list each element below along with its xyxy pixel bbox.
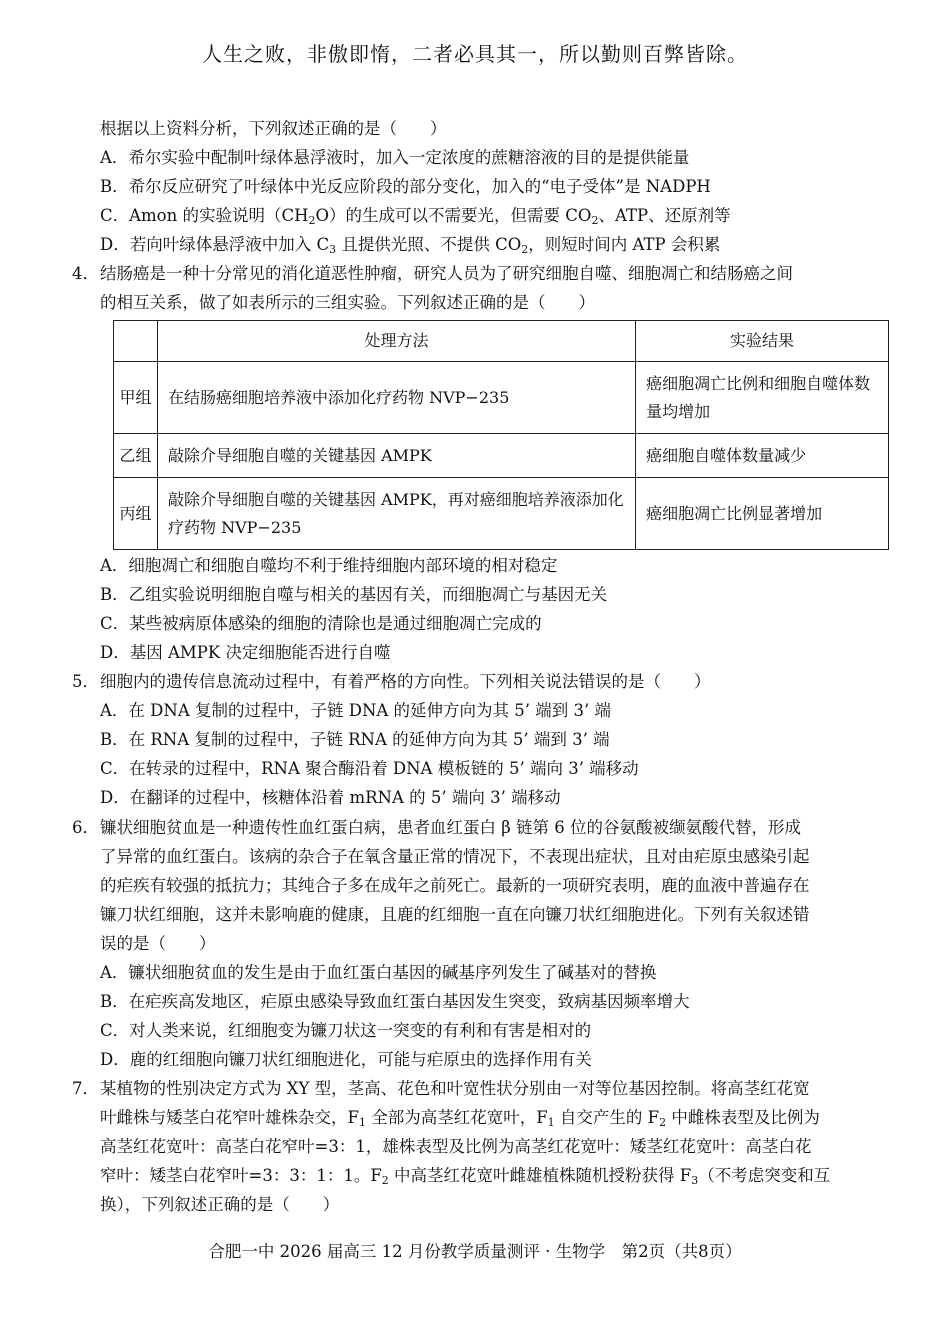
table-cell-result: 癌细胞自噬体数量减少 xyxy=(636,434,889,478)
table-header-result: 实验结果 xyxy=(636,321,889,362)
table-cell-group: 甲组 xyxy=(114,362,158,434)
table-cell-group: 乙组 xyxy=(114,434,158,478)
q5-option-a: A．在 DNA 复制的过程中，子链 DNA 的延伸方向为其 5’ 端到 3’ 端 xyxy=(100,701,612,720)
table-header-row xyxy=(114,321,889,362)
q5-number: 5． xyxy=(72,672,99,691)
table-cell-result: 癌细胞凋亡比例显著增加 xyxy=(636,478,889,550)
q5-option-d: D．在翻译的过程中，核糖体沿着 mRNA 的 5’ 端向 3’ 端移动 xyxy=(100,788,561,807)
table-row xyxy=(114,434,889,478)
page-footer: 合肥一中 2026 届高三 12 月份教学质量测评 · 生物学 第2页（共8页） xyxy=(208,1242,742,1261)
q5-stem: 细胞内的遗传信息流动过程中，有着严格的方向性。下列相关说法错误的是（ ） xyxy=(100,672,711,691)
experiment-table xyxy=(113,320,889,550)
q6-option-c: C．对人类来说，红细胞变为镰刀状这一突变的有利和有害是相对的 xyxy=(100,1021,592,1040)
q6-stem-line1: 镰状细胞贫血是一种遗传性血红蛋白病，患者血红蛋白 β 链第 6 位的谷氨酸被缬氨酸代替，形成 xyxy=(100,818,802,837)
q7-number: 7． xyxy=(72,1079,99,1098)
table-row xyxy=(114,478,889,550)
q7-stem-line1: 某植物的性别决定方式为 XY 型，茎高、花色和叶宽性状分别由一对等位基因控制。将高茎红花宽 xyxy=(100,1079,810,1098)
table-cell-method: 敲除介导细胞自噬的关键基因 AMPK，再对癌细胞培养液添加化疗药物 NVP−235 xyxy=(158,478,636,550)
q4-option-c: C．某些被病原体感染的细胞的清除也是通过细胞凋亡完成的 xyxy=(100,614,542,633)
q6-option-a: A．镰状细胞贫血的发生是由于血红蛋白基因的碱基序列发生了碱基对的替换 xyxy=(100,963,657,982)
table-cell-method: 在结肠癌细胞培养液中添加化疗药物 NVP−235 xyxy=(158,362,636,434)
q4-number: 4． xyxy=(72,264,99,283)
q5-option-b: B．在 RNA 复制的过程中，子链 RNA 的延伸方向为其 5’ 端到 3’ 端 xyxy=(100,730,610,749)
table-cell-result: 癌细胞凋亡比例和细胞自噬体数量均增加 xyxy=(636,362,889,434)
q6-stem-line4: 镰刀状红细胞，这并未影响鹿的健康，且鹿的红细胞一直在向镰刀状红细胞进化。下列有关叙述错 xyxy=(100,905,810,924)
table-header-group xyxy=(114,321,158,362)
q4-stem-line1: 结肠癌是一种十分常见的消化道恶性肿瘤，研究人员为了研究细胞自噬、细胞凋亡和结肠癌之间 xyxy=(100,264,793,283)
q6-stem-line2: 了异常的血红蛋白。该病的杂合子在氧含量正常的情况下，不表现出症状，且对由疟原虫感染引起 xyxy=(100,847,810,866)
table-header-method: 处理方法 xyxy=(158,321,636,362)
q3-stem: 根据以上资料分析，下列叙述正确的是（ ） xyxy=(100,119,447,138)
q6-number: 6． xyxy=(72,818,99,837)
q7-stem-line3: 高茎红花宽叶：高茎白花窄叶=3：1，雄株表型及比例为高茎红花宽叶：矮茎红花宽叶：高茎白花 xyxy=(100,1137,812,1156)
q4-option-b: B．乙组实验说明细胞自噬与相关的基因有关，而细胞凋亡与基因无关 xyxy=(100,585,608,604)
q4-stem-line2: 的相互关系，做了如表所示的三组实验。下列叙述正确的是（ ） xyxy=(100,293,595,312)
q4-option-d: D．基因 AMPK 决定细胞能否进行自噬 xyxy=(100,643,391,662)
q6-option-b: B．在疟疾高发地区，疟原虫感染导致血红蛋白基因发生突变，致病基因频率增大 xyxy=(100,992,690,1011)
q6-option-d: D．鹿的红细胞向镰刀状红细胞进化，可能与疟原虫的选择作用有关 xyxy=(100,1050,592,1069)
q4-option-a: A．细胞凋亡和细胞自噬均不利于维持细胞内部环境的相对稳定 xyxy=(100,556,558,575)
table-cell-group: 丙组 xyxy=(114,478,158,550)
q7-stem-line4: 窄叶：矮茎白花窄叶=3：3：1：1。$F_2$ 中高茎红花宽叶雌雄植株随机授粉获得 $F_3$（不考虑突变和互 xyxy=(100,1166,831,1187)
q7-stem-line2: 叶雌株与矮茎白花窄叶雄株杂交，$F_1$ 全部为高茎红花宽叶，$F_1$ 自交产生的 $F_2$ 中雌株表型及比例为 xyxy=(100,1108,820,1129)
table-cell-method: 敲除介导细胞自噬的关键基因 AMPK xyxy=(158,434,636,478)
q3-option-a: A．希尔实验中配制叶绿体悬浮液时，加入一定浓度的蔗糖溶液的目的是提供能量 xyxy=(100,148,690,167)
q3-option-d: D．若向叶绿体悬浮液中加入 $C_3$ 且提供光照、不提供 $CO_2$，则短时间内 ATP 会积累 xyxy=(100,235,721,256)
q6-stem-line5: 误的是（ ） xyxy=(100,934,216,953)
q5-option-c: C．在转录的过程中，RNA 聚合酶沿着 DNA 模板链的 5’ 端向 3’ 端移动 xyxy=(100,759,639,778)
q6-stem-line3: 的疟疾有较强的抵抗力；其纯合子多在成年之前死亡。最新的一项研究表明，鹿的血液中普遍存在 xyxy=(100,876,810,895)
q3-option-c: C．Amon 的实验说明$(CH_2O)$的生成可以不需要光，但需要 $CO_2$、ATP、还原剂等 xyxy=(100,206,731,227)
motto: 人生之败，非傲即惰，二者必具其一，所以勤则百弊皆除。 xyxy=(202,42,748,66)
q3-option-b: B．希尔反应研究了叶绿体中光反应阶段的部分变化，加入的“电子受体”是 NADPH xyxy=(100,177,711,196)
table-row xyxy=(114,362,889,434)
q7-stem-line5: 换），下列叙述正确的是（ ） xyxy=(100,1195,340,1214)
